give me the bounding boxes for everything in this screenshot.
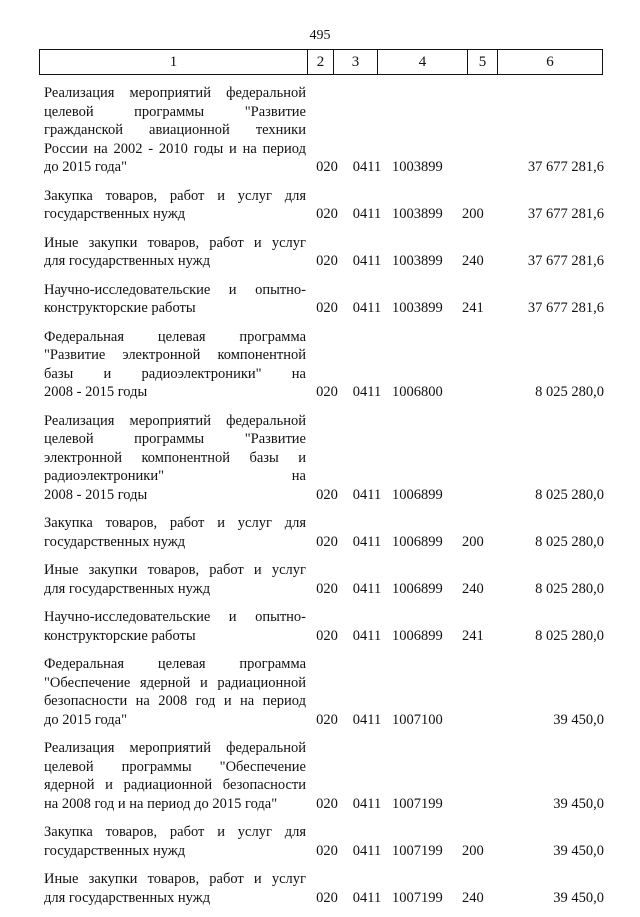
row-description bbox=[44, 870, 306, 907]
target-article-code: 1006800 bbox=[392, 384, 443, 400]
description-line: до 2015 года" bbox=[44, 711, 128, 728]
ministry-code: 020 bbox=[316, 384, 338, 400]
amount: 37 677 281,6 bbox=[527, 300, 604, 316]
row-description bbox=[44, 412, 306, 505]
section-code: 0411 bbox=[352, 253, 382, 269]
section-code: 0411 bbox=[352, 206, 382, 222]
column-header-5: 5 bbox=[468, 50, 498, 75]
expense-type-code: 240 bbox=[462, 253, 484, 269]
target-article-code: 1006899 bbox=[392, 627, 443, 644]
table-row bbox=[44, 281, 604, 318]
expense-type-code: 240 bbox=[462, 580, 484, 597]
target-article-code: 1003899 bbox=[392, 253, 443, 269]
target-article-code: 1007199 bbox=[392, 889, 443, 906]
table-row bbox=[44, 328, 604, 402]
column-header-table bbox=[39, 49, 603, 75]
section-code: 0411 bbox=[352, 300, 382, 316]
target-article-code: 1006899 bbox=[392, 580, 443, 597]
ministry-code: 020 bbox=[316, 159, 338, 175]
row-description bbox=[44, 84, 306, 177]
description-line: Реализация мероприятий федеральной bbox=[44, 85, 306, 101]
description-line: Закупка товаров, работ и услуг для bbox=[44, 824, 306, 840]
description-line: Закупка товаров, работ и услуг для bbox=[44, 187, 306, 204]
row-description bbox=[44, 514, 306, 551]
ministry-code: 020 bbox=[316, 627, 338, 644]
budget-table-body bbox=[44, 84, 604, 917]
ministry-code: 020 bbox=[316, 533, 338, 550]
amount: 8 025 280,0 bbox=[535, 580, 604, 597]
amount: 8 025 280,0 bbox=[535, 533, 604, 550]
description-line: государственных нужд bbox=[44, 206, 186, 222]
row-description bbox=[44, 823, 306, 860]
target-article-code: 1007199 bbox=[392, 795, 443, 812]
description-line: электронной компонентной базы и bbox=[44, 449, 306, 466]
amount: 8 025 280,0 bbox=[535, 627, 604, 644]
amount: 39 450,0 bbox=[553, 889, 604, 906]
expense-type-code: 241 bbox=[462, 300, 484, 316]
column-header-2: 2 bbox=[308, 50, 334, 75]
table-row bbox=[44, 608, 604, 645]
description-line: гражданской авиационной техники bbox=[44, 122, 306, 138]
ministry-code: 020 bbox=[316, 711, 338, 728]
description-line: Федеральная целевая программа bbox=[44, 656, 306, 672]
description-line: России на 2002 - 2010 годы и на период bbox=[44, 140, 306, 157]
target-article-code: 1006899 bbox=[392, 533, 443, 550]
column-header-1: 1 bbox=[40, 50, 308, 75]
row-description bbox=[44, 234, 306, 271]
description-line: для государственных нужд bbox=[44, 889, 211, 906]
description-line: 2008 - 2015 годы bbox=[44, 486, 148, 503]
description-line: конструкторские работы bbox=[44, 627, 196, 644]
table-row bbox=[44, 655, 604, 729]
ministry-code: 020 bbox=[316, 206, 338, 222]
description-line: Иные закупки товаров, работ и услуг bbox=[44, 234, 306, 251]
section-code: 0411 bbox=[352, 486, 382, 503]
description-line: Иные закупки товаров, работ и услуг bbox=[44, 562, 306, 578]
description-line: Иные закупки товаров, работ и услуг bbox=[44, 871, 306, 887]
amount: 8 025 280,0 bbox=[535, 384, 604, 400]
section-code: 0411 bbox=[352, 795, 382, 812]
description-line: Реализация мероприятий федеральной bbox=[44, 412, 306, 429]
expense-type-code: 200 bbox=[462, 533, 484, 550]
row-description bbox=[44, 608, 306, 645]
description-line: для государственных нужд bbox=[44, 580, 211, 597]
description-line: Закупка товаров, работ и услуг для bbox=[44, 515, 306, 531]
amount: 8 025 280,0 bbox=[535, 486, 604, 503]
description-line: на 2008 год и на период до 2015 года" bbox=[44, 795, 278, 812]
row-description bbox=[44, 561, 306, 598]
description-line: радиоэлектроники" на bbox=[44, 468, 306, 484]
section-code: 0411 bbox=[352, 842, 382, 859]
target-article-code: 1003899 bbox=[392, 159, 443, 175]
table-row bbox=[44, 412, 604, 505]
section-code: 0411 bbox=[352, 533, 382, 550]
section-code: 0411 bbox=[352, 711, 382, 728]
column-header-row bbox=[40, 50, 603, 75]
description-line: до 2015 года" bbox=[44, 159, 128, 175]
description-line: "Обеспечение ядерной и радиационной bbox=[44, 674, 306, 691]
expense-type-code: 200 bbox=[462, 206, 484, 222]
description-line: 2008 - 2015 годы bbox=[44, 384, 148, 400]
target-article-code: 1007100 bbox=[392, 711, 443, 728]
ministry-code: 020 bbox=[316, 253, 338, 269]
description-line: Научно-исследовательские и опытно- bbox=[44, 609, 306, 625]
description-line: безопасности на 2008 год и на период bbox=[44, 693, 306, 709]
description-line: государственных нужд bbox=[44, 842, 186, 859]
row-description bbox=[44, 328, 306, 402]
table-row bbox=[44, 823, 604, 860]
row-description bbox=[44, 281, 306, 318]
amount: 37 677 281,6 bbox=[527, 253, 604, 269]
description-line: целевой программы "Обеспечение bbox=[44, 758, 306, 775]
section-code: 0411 bbox=[352, 384, 382, 400]
section-code: 0411 bbox=[352, 580, 382, 597]
row-description bbox=[44, 655, 306, 729]
table-row bbox=[44, 84, 604, 177]
table-row bbox=[44, 870, 604, 907]
description-line: "Развитие электронной компонентной bbox=[44, 347, 306, 363]
row-description bbox=[44, 739, 306, 813]
table-row bbox=[44, 739, 604, 813]
table-row bbox=[44, 187, 604, 224]
column-header-6: 6 bbox=[498, 50, 603, 75]
description-line: для государственных нужд bbox=[44, 253, 211, 269]
amount: 37 677 281,6 bbox=[527, 159, 604, 175]
column-header-3: 3 bbox=[334, 50, 378, 75]
description-line: государственных нужд bbox=[44, 533, 186, 550]
column-header-4: 4 bbox=[378, 50, 468, 75]
section-code: 0411 bbox=[352, 889, 382, 906]
ministry-code: 020 bbox=[316, 889, 338, 906]
ministry-code: 020 bbox=[316, 580, 338, 597]
description-line: базы и радиоэлектроники" на bbox=[44, 365, 306, 382]
section-code: 0411 bbox=[352, 159, 382, 175]
description-line: целевой программы "Развитие bbox=[44, 103, 306, 120]
section-code: 0411 bbox=[352, 627, 382, 644]
target-article-code: 1003899 bbox=[392, 300, 443, 316]
expense-type-code: 200 bbox=[462, 842, 484, 859]
description-line: Федеральная целевая программа bbox=[44, 328, 306, 345]
description-line: целевой программы "Развитие bbox=[44, 431, 306, 447]
row-description bbox=[44, 187, 306, 224]
ministry-code: 020 bbox=[316, 795, 338, 812]
target-article-code: 1003899 bbox=[392, 206, 443, 222]
ministry-code: 020 bbox=[316, 300, 338, 316]
description-line: Реализация мероприятий федеральной bbox=[44, 740, 306, 756]
expense-type-code: 240 bbox=[462, 889, 484, 906]
amount: 39 450,0 bbox=[553, 842, 604, 859]
page-number: 495 bbox=[309, 28, 331, 43]
table-row bbox=[44, 234, 604, 271]
description-line: конструкторские работы bbox=[44, 300, 196, 316]
ministry-code: 020 bbox=[316, 486, 338, 503]
description-line: ядерной и радиационной безопасности bbox=[44, 777, 306, 793]
amount: 39 450,0 bbox=[553, 711, 604, 728]
amount: 37 677 281,6 bbox=[527, 206, 604, 222]
target-article-code: 1006899 bbox=[392, 486, 443, 503]
amount: 39 450,0 bbox=[553, 795, 604, 812]
table-row bbox=[44, 561, 604, 598]
table-row bbox=[44, 514, 604, 551]
expense-type-code: 241 bbox=[462, 627, 484, 644]
ministry-code: 020 bbox=[316, 842, 338, 859]
target-article-code: 1007199 bbox=[392, 842, 443, 859]
description-line: Научно-исследовательские и опытно- bbox=[44, 281, 306, 298]
